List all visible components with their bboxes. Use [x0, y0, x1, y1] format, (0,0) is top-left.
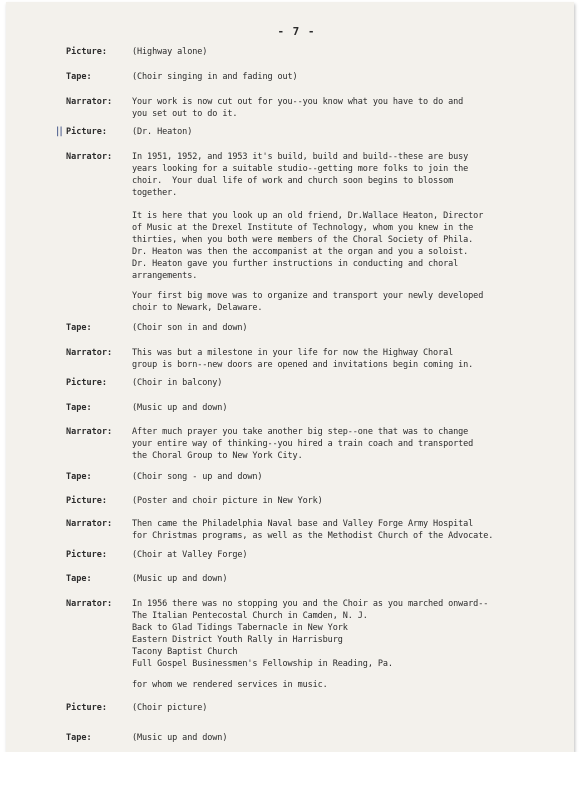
cue-text	[132, 46, 562, 58]
cue-label: Narrator:	[66, 152, 113, 162]
cue-text	[132, 347, 562, 371]
text-line: (Choir singing in and fading out)	[132, 72, 298, 82]
cue-label: Picture:	[66, 47, 107, 57]
text-line: Eastern District Youth Rally in Harrisburg	[132, 635, 343, 645]
text-line: Then came the Philadelphia Naval base and Valley Forge Army Hospital	[132, 519, 474, 529]
text-line: Dr. Heaton gave you further instructions in conducting and choral	[132, 259, 459, 269]
text-line: (Choir in balcony)	[132, 378, 223, 388]
cue-label: Narrator:	[66, 599, 113, 609]
cue-text	[132, 126, 562, 138]
text-line: of Music at the Drexel Institute of Technology, whom you knew in the	[132, 223, 474, 233]
text-line: Back to Glad Tidings Tabernacle in New York	[132, 623, 348, 633]
cue-text	[132, 71, 562, 83]
scan-margin	[0, 752, 581, 800]
text-line: (Music up and down)	[132, 733, 228, 743]
cue-text	[132, 96, 562, 120]
text-line: The Italian Pentecostal Church in Camden, N. J.	[132, 611, 368, 621]
cue-label: Tape:	[66, 403, 92, 413]
cue-label: Narrator:	[66, 348, 113, 358]
text-line: group is born--new doors are opened and invitations begin coming in.	[132, 360, 474, 370]
cue-text	[132, 426, 562, 462]
cue-text	[132, 495, 562, 507]
cue-text	[132, 290, 562, 314]
text-line: years looking for a suitable studio--getting more folks to join the	[132, 164, 469, 174]
cue-label: Picture:	[66, 378, 107, 388]
cue-label: Picture:	[66, 703, 107, 713]
text-line: (Choir song - up and down)	[132, 472, 263, 482]
cue-label: Picture:	[66, 550, 107, 560]
text-line: This was but a milestone in your life for now the Highway Choral	[132, 348, 454, 358]
text-line: Dr. Heaton was then the accompanist at the organ and you a soloist.	[132, 247, 469, 257]
cue-text	[132, 377, 562, 389]
text-line: (Highway alone)	[132, 47, 208, 57]
cue-text	[132, 471, 562, 483]
text-line: Your work is now cut out for you--you know what you have to do and	[132, 97, 464, 107]
cue-label: Picture:	[66, 496, 107, 506]
cue-text	[132, 402, 562, 414]
text-line: thirties, when you both were members of the Choral Society of Phila.	[132, 235, 474, 245]
text-line: Your first big move was to organize and transport your newly developed	[132, 291, 484, 301]
cue-text	[132, 598, 562, 670]
text-line: (Choir son in and down)	[132, 323, 248, 333]
text-line: arrangements.	[132, 271, 198, 281]
text-line: you set out to do it.	[132, 109, 238, 119]
text-line: (Dr. Heaton)	[132, 127, 193, 137]
text-line: In 1951, 1952, and 1953 it's build, build and build--these are busy	[132, 152, 469, 162]
handwritten-margin-mark: ||	[56, 126, 63, 137]
text-line: In 1956 there was no stopping you and the Choir as you marched onward--	[132, 599, 489, 609]
text-line: choir. Your dual life of work and church soon begins to blossom	[132, 176, 454, 186]
text-line: for whom we rendered services in music.	[132, 680, 328, 690]
cue-label: Tape:	[66, 733, 92, 743]
text-line: your entire way of thinking--you hired a train coach and transported	[132, 439, 474, 449]
text-line: together.	[132, 188, 178, 198]
cue-label: Picture:	[66, 127, 107, 137]
cue-label: Narrator:	[66, 519, 113, 529]
text-line: choir to Newark, Delaware.	[132, 303, 263, 313]
cue-text	[132, 151, 562, 199]
cue-label: Tape:	[66, 574, 92, 584]
text-line: Tacony Baptist Church	[132, 647, 238, 657]
text-line: for Christmas programs, as well as the Methodist Church of the Advocate.	[132, 531, 494, 541]
text-line: (Poster and choir picture in New York)	[132, 496, 323, 506]
cue-label: Tape:	[66, 72, 92, 82]
text-line: (Music up and down)	[132, 403, 228, 413]
cue-text	[132, 732, 562, 744]
text-line: (Choir picture)	[132, 703, 208, 713]
cue-label: Narrator:	[66, 97, 113, 107]
cue-text	[132, 702, 562, 714]
cue-text	[132, 573, 562, 585]
text-line: (Choir at Valley Forge)	[132, 550, 248, 560]
text-line: It is here that you look up an old friend, Dr.Wallace Heaton, Director	[132, 211, 484, 221]
cue-text	[132, 549, 562, 561]
cue-label: Narrator:	[66, 427, 113, 437]
text-line: (Music up and down)	[132, 574, 228, 584]
page-number: - 7 -	[277, 25, 316, 38]
cue-text	[132, 322, 562, 334]
text-line: the Choral Group to New York City.	[132, 451, 303, 461]
cue-text	[132, 518, 562, 542]
text-line: After much prayer you take another big step--one that was to change	[132, 427, 469, 437]
cue-text	[132, 210, 562, 282]
text-line: Full Gospel Businessmen's Fellowship in Reading, Pa.	[132, 659, 393, 669]
document-page	[6, 2, 574, 752]
cue-label: Tape:	[66, 323, 92, 333]
cue-text	[132, 679, 562, 691]
cue-label: Tape:	[66, 472, 92, 482]
